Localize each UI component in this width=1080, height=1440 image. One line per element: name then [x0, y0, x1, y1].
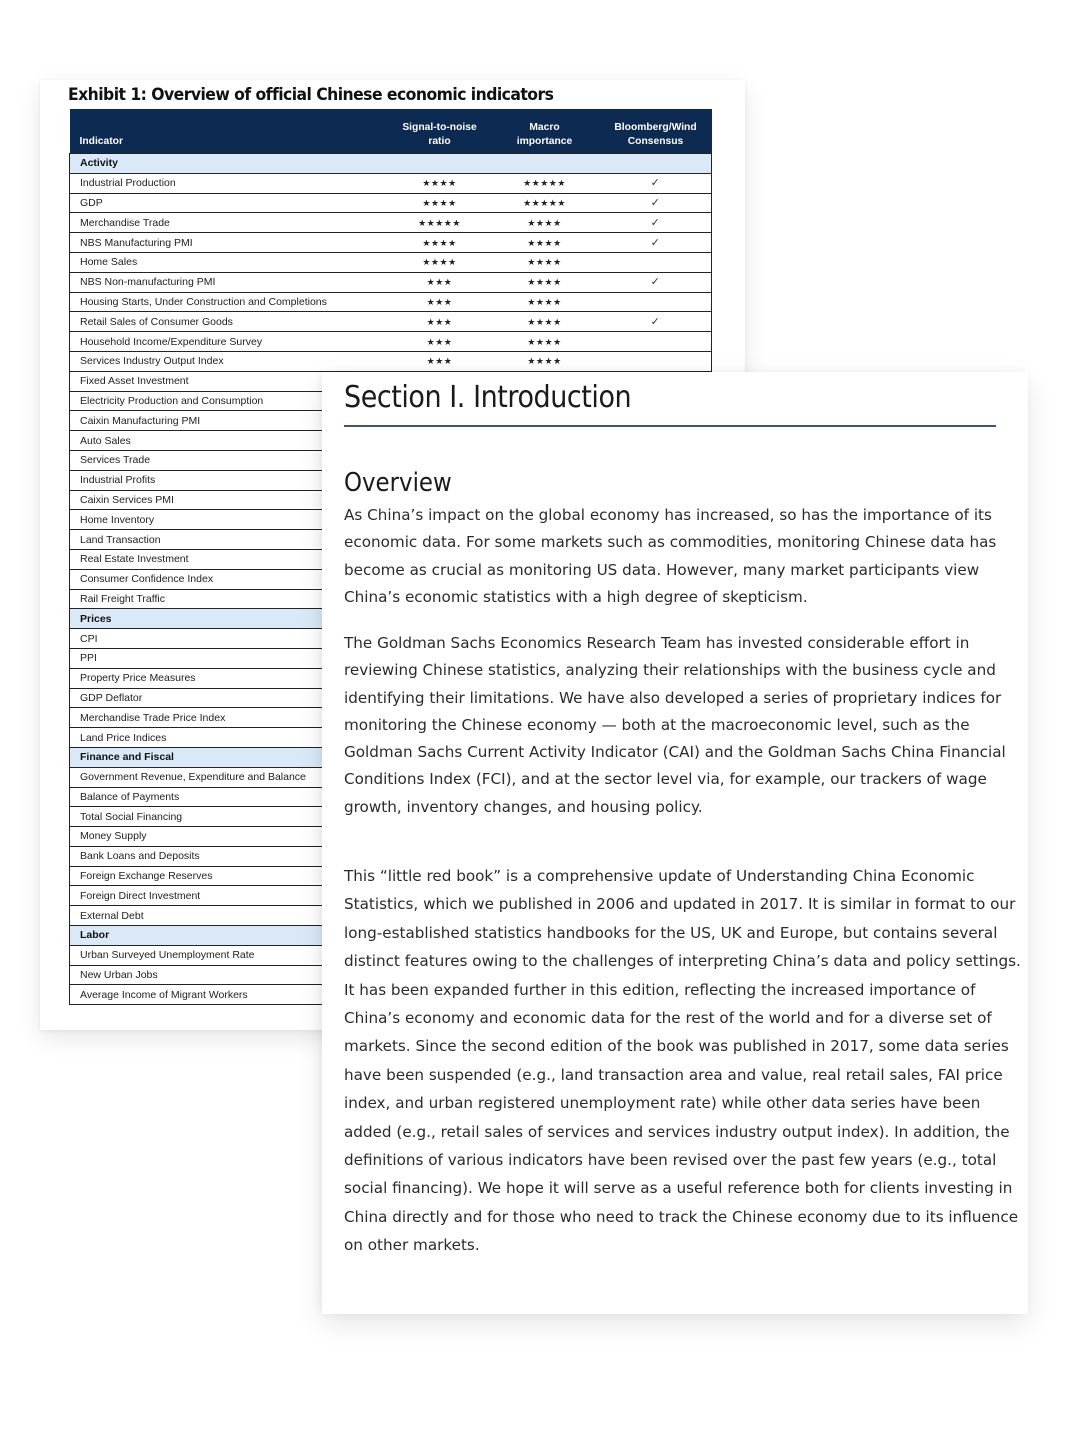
- indicator-name: Auto Sales: [70, 431, 390, 451]
- signal-rating: ★★★★: [390, 193, 490, 213]
- table-row: [70, 272, 712, 292]
- consensus-check: ✓: [600, 233, 712, 253]
- intro-paragraph-3: This “little red book” is a comprehensive update of Understanding China Economic Statistics, which we published in 2006 and updated in 2017. It is similar in format to our long-established statistics handbooks for the US, UK and Europe, but contains several distinct features owing to the challenges of interpreting China’s data and policy settings. It has been expanded further in this edition, reflecting the increased importance of China’s economy and economic data for the rest of the world and for a diverse set of markets. Since the second edition of the book was published in 2017, some data series have been suspended (e.g., land transaction area and value, real retail sales, FAI price index, and urban registered unemployment rate) while other data series have been added (e.g., retail sales of services and services industry output index). In addition, the definitions of various indicators have been revised over the past few years (e.g., total social financing). We hope it will serve as a useful reference both for clients investing in China directly and for those who need to track the Chinese economy due to its influence on other markets.: [344, 867, 1021, 1255]
- category-label: Labor: [70, 926, 712, 946]
- consensus-check: [600, 292, 712, 312]
- indicator-name: Property Price Measures: [70, 668, 390, 688]
- indicator-name: Industrial Production: [70, 173, 390, 193]
- macro-rating: ★★★★: [490, 213, 600, 233]
- signal-rating: ★★★★: [390, 233, 490, 253]
- macro-rating: ★★★★★: [490, 193, 600, 213]
- consensus-check: ✓: [600, 193, 712, 213]
- table-row: [70, 213, 712, 233]
- signal-rating: ★★★★★: [390, 213, 490, 233]
- indicator-name: Household Income/Expenditure Survey: [70, 332, 390, 352]
- indicator-name: NBS Manufacturing PMI: [70, 233, 390, 253]
- signal-rating: ★★★: [390, 332, 490, 352]
- macro-rating: ★★★★: [490, 252, 600, 272]
- indicator-name: Services Industry Output Index: [70, 351, 390, 371]
- table-row: [70, 312, 712, 332]
- signal-rating: ★★★: [390, 312, 490, 332]
- intro-paragraph-2: The Goldman Sachs Economics Research Team has invested considerable effort in reviewing Chinese statistics, analyzing their relationships with the business cycle and identifying their limitations. We have also developed a series of proprietary indices for monitoring the Chinese economy — both at the macroeconomic level, such as the Goldman Sachs Current Activity Indicator (CAI) and the Goldman Sachs China Financial Conditions Index (FCI), and at the sector level via, for example, our trackers of wage growth, inventory changes, and housing policy.: [344, 634, 1006, 816]
- header-consensus: Bloomberg/Wind Consensus: [600, 109, 712, 154]
- indicator-name: Average Income of Migrant Workers: [70, 985, 390, 1005]
- category-row: [70, 154, 712, 174]
- indicator-name: Home Inventory: [70, 510, 390, 530]
- exhibit-title: Exhibit 1: Overview of official Chinese economic indicators: [68, 85, 554, 105]
- table-row: [70, 252, 712, 272]
- table-header-row: [70, 109, 712, 154]
- table-row: [70, 332, 712, 352]
- table-row: [70, 292, 712, 312]
- indicator-name: GDP: [70, 193, 390, 213]
- indicator-name: Consumer Confidence Index: [70, 569, 390, 589]
- indicator-name: Industrial Profits: [70, 470, 390, 490]
- indicator-name: Foreign Exchange Reserves: [70, 866, 390, 886]
- indicator-name: NBS Non-manufacturing PMI: [70, 272, 390, 292]
- indicator-name: Services Trade: [70, 450, 390, 470]
- macro-rating: ★★★★: [490, 312, 600, 332]
- signal-rating: ★★★★: [390, 252, 490, 272]
- indicator-name: Balance of Payments: [70, 787, 390, 807]
- intro-card: [322, 372, 1028, 1314]
- macro-rating: ★★★★: [490, 272, 600, 292]
- indicator-name: Urban Surveyed Unemployment Rate: [70, 945, 390, 965]
- consensus-check: [600, 332, 712, 352]
- indicator-name: Rail Freight Traffic: [70, 589, 390, 609]
- indicator-name: Home Sales: [70, 252, 390, 272]
- table-row: [70, 351, 712, 371]
- header-signal-to-noise: Signal-to-noise ratio: [390, 109, 490, 154]
- macro-rating: ★★★★★: [490, 173, 600, 193]
- signal-rating: ★★★: [390, 272, 490, 292]
- macro-rating: ★★★★: [490, 351, 600, 371]
- table-row: [70, 233, 712, 253]
- macro-rating: ★★★★: [490, 292, 600, 312]
- indicator-name: Foreign Direct Investment: [70, 886, 390, 906]
- consensus-check: ✓: [600, 312, 712, 332]
- consensus-check: ✓: [600, 272, 712, 292]
- section-divider: [344, 425, 996, 427]
- intro-paragraph-1: As China’s impact on the global economy has increased, so has the importance of its economic data. For some markets such as commodities, monitoring Chinese data has become as crucial as monitoring US data. However, many market participants view China’s economic statistics with a high degree of skepticism.: [344, 506, 997, 606]
- category-label: Prices: [70, 609, 712, 629]
- overview-heading: Overview: [344, 468, 452, 498]
- indicator-name: Caixin Services PMI: [70, 490, 390, 510]
- signal-rating: ★★★★: [390, 173, 490, 193]
- indicator-name: Government Revenue, Expenditure and Balance: [70, 767, 390, 787]
- consensus-check: ✓: [600, 213, 712, 233]
- macro-rating: ★★★★: [490, 332, 600, 352]
- indicator-name: External Debt: [70, 906, 390, 926]
- indicator-name: Caixin Manufacturing PMI: [70, 411, 390, 431]
- indicator-name: Housing Starts, Under Construction and Completions: [70, 292, 390, 312]
- header-indicator: Indicator: [70, 109, 390, 154]
- indicator-name: Land Transaction: [70, 530, 390, 550]
- section-title: Section I. Introduction: [344, 380, 632, 415]
- indicator-name: PPI: [70, 648, 390, 668]
- indicator-name: Total Social Financing: [70, 807, 390, 827]
- category-label: Activity: [70, 154, 712, 174]
- header-macro-importance: Macro importance: [490, 109, 600, 154]
- indicator-name: Merchandise Trade: [70, 213, 390, 233]
- indicator-name: Merchandise Trade Price Index: [70, 708, 390, 728]
- signal-rating: ★★★: [390, 351, 490, 371]
- indicator-name: Fixed Asset Investment: [70, 371, 390, 391]
- consensus-check: ✓: [600, 173, 712, 193]
- signal-rating: ★★★: [390, 292, 490, 312]
- category-label: Finance and Fiscal: [70, 747, 712, 767]
- macro-rating: ★★★★: [490, 233, 600, 253]
- indicator-name: New Urban Jobs: [70, 965, 390, 985]
- indicator-name: Retail Sales of Consumer Goods: [70, 312, 390, 332]
- indicator-name: Electricity Production and Consumption: [70, 391, 390, 411]
- indicator-name: Bank Loans and Deposits: [70, 846, 390, 866]
- indicator-name: GDP Deflator: [70, 688, 390, 708]
- table-row: [70, 193, 712, 213]
- table-row: [70, 173, 712, 193]
- indicator-name: Money Supply: [70, 827, 390, 847]
- indicator-name: CPI: [70, 629, 390, 649]
- consensus-check: [600, 351, 712, 371]
- indicator-name: Land Price Indices: [70, 728, 390, 748]
- consensus-check: [600, 252, 712, 272]
- indicator-name: Real Estate Investment: [70, 549, 390, 569]
